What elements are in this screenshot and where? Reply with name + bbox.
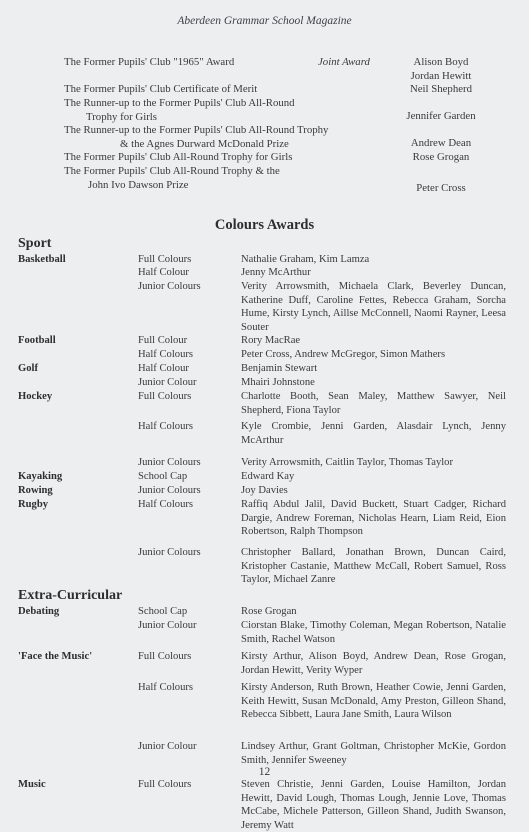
entry-names: Kirsty Anderson, Ruth Brown, Heather Cowie, Jenni Garden, Keith Hewitt, Susan McDonald, Amy Preston, Gilleon Shand, Rebecca Sibbett, Laura Jane Smith, Laura Wilson — [241, 682, 506, 721]
winner-name: Alison Boyd — [413, 56, 469, 68]
award-name — [64, 124, 354, 151]
award-row — [64, 97, 484, 124]
entry-colour-type: Full Colours — [138, 254, 192, 265]
entry-names: Mhairi Johnstone — [241, 377, 315, 388]
colours-awards-title: Colours Awards — [214, 217, 315, 233]
entry-names: Rose Grogan — [241, 606, 297, 617]
entry-names: Charlotte Booth, Sean Maley, Matthew Sawyer, Neil Shepherd, Fiona Taylor — [241, 391, 506, 416]
award-name-line: Trophy for Girls — [86, 110, 157, 123]
entry-names: Ciorstan Blake, Timothy Coleman, Megan Robertson, Natalie Smith, Rachel Watson — [241, 620, 506, 645]
winner-name: Peter Cross — [416, 182, 466, 194]
entry-colour-type: Full Colours — [138, 391, 192, 402]
award-name — [64, 165, 354, 192]
award-row — [64, 83, 484, 97]
award-name-line: The Former Pupils' Club All-Round Trophy for Girls — [64, 151, 293, 163]
award-name — [64, 56, 354, 70]
entry-category: Basketball — [18, 254, 66, 265]
winner-name: Jordan Hewitt — [410, 69, 472, 82]
entry-names: Benjamin Stewart — [241, 363, 318, 374]
entry-category: Kayaking — [18, 471, 63, 482]
entry-colour-type: School Cap — [138, 606, 188, 617]
entry-colour-type: Full Colour — [138, 335, 188, 346]
winner-name: Andrew Dean — [410, 137, 472, 149]
award-name-line: John Ivo Dawson Prize — [88, 178, 189, 191]
entry-colour-type: Half Colour — [138, 363, 189, 374]
entry-colour-type: Junior Colour — [138, 620, 197, 631]
award-row — [64, 165, 484, 195]
entry-names: Verity Arrowsmith, Caitlin Taylor, Thomas Taylor — [241, 457, 454, 468]
winner-name: Jennifer Garden — [406, 110, 476, 122]
entry-colour-type: Full Colours — [138, 779, 192, 790]
award-name — [64, 97, 354, 124]
entry-colour-type: Half Colour — [138, 267, 189, 278]
award-winners — [396, 182, 486, 196]
entry-colour-type: Half Colours — [138, 499, 194, 510]
entry-colour-type: Half Colours — [138, 349, 194, 360]
entry-names: Joy Davies — [241, 485, 288, 496]
award-row — [64, 124, 484, 151]
awards-list — [64, 56, 484, 195]
entry-colour-type: Full Colours — [138, 651, 192, 662]
entry-names: Rory MacRae — [241, 335, 301, 346]
award-winners — [396, 110, 486, 124]
winner-name: Neil Shepherd — [409, 83, 473, 95]
entry-names: Kirsty Arthur, Alison Boyd, Andrew Dean, Rose Grogan, Jordan Hewitt, Verity Wyper — [241, 651, 506, 676]
joint-award-note: Joint Award — [318, 56, 370, 68]
entry-colour-type: Half Colours — [138, 421, 194, 432]
award-name-line: The Former Pupils' Club Certificate of Merit — [64, 83, 258, 95]
award-name-line: The Former Pupils' Club "1965" Award — [64, 56, 235, 68]
entry-names: Raffiq Abdul Jalil, David Buckett, Stuart Cadger, Richard Dargie, Andrew Foreman, Nicholas Hearn, Liam Reid, Eion Robertson, Ralph Thompson — [241, 499, 506, 538]
award-winners — [396, 137, 486, 151]
award-row — [64, 151, 484, 165]
award-name-line: & the Agnes Durward McDonald Prize — [120, 137, 289, 150]
entry-category: Golf — [18, 363, 39, 374]
entry-names: Peter Cross, Andrew McGregor, Simon Mathers — [241, 349, 446, 360]
award-name — [64, 151, 354, 165]
entry-names: Nathalie Graham, Kim Lamza — [241, 254, 370, 265]
award-name-line: The Runner-up to the Former Pupils' Club All-Round — [64, 97, 295, 109]
page-number: 12 — [258, 766, 271, 778]
entry-category: Hockey — [18, 391, 53, 402]
entry-names: Steven Christie, Jenni Garden, Louise Hamilton, Jordan Hewitt, David Lough, Thomas Lough, Jennie Love, Thomas McCabe, Michele Patterson, Gilleon Shand, Judith Swanson, Jeremy Watt — [241, 779, 506, 831]
entry-category: Football — [18, 335, 56, 346]
entry-names: Kyle Crombie, Jenni Garden, Alasdair Lynch, Jenny McArthur — [241, 421, 506, 446]
page-header: Aberdeen Grammar School Magazine — [177, 15, 352, 27]
winner-name: Rose Grogan — [412, 151, 470, 163]
entry-colour-type: School Cap — [138, 471, 188, 482]
entry-category: Rugby — [18, 499, 49, 510]
entry-colour-type: Half Colours — [138, 682, 194, 693]
award-winners — [396, 83, 486, 97]
award-name-line: The Former Pupils' Club All-Round Trophy & the — [64, 165, 280, 177]
entry-colour-type: Junior Colours — [138, 281, 201, 292]
sport-section-title: Sport — [18, 236, 52, 251]
entry-category: 'Face the Music' — [18, 651, 93, 662]
entry-names: Verity Arrowsmith, Michaela Clark, Beverley Duncan, Katherine Duff, Caroline Fettes, Rebecca Graham, Sorcha Hume, Kirsty Lynch, Aillse McConnell, Naomi Rayner, Leesa Souter — [241, 281, 506, 333]
award-winners — [396, 56, 486, 83]
entry-category: Debating — [18, 606, 60, 617]
entry-colour-type: Junior Colours — [138, 457, 201, 468]
entry-colour-type: Junior Colour — [138, 741, 197, 752]
award-winners — [396, 151, 486, 165]
entry-category: Music — [18, 779, 46, 790]
entry-names: Lindsey Arthur, Grant Goltman, Christopher McKie, Gordon Smith, Jennifer Sweeney — [241, 741, 506, 766]
entry-names: Jenny McArthur — [241, 267, 311, 278]
entry-names: Christopher Ballard, Jonathan Brown, Duncan Caird, Kristopher Castanie, Matthew McCall, Robert Samuel, Ross Taylor, Michael Zanre — [241, 547, 506, 586]
entry-colour-type: Junior Colours — [138, 485, 201, 496]
award-name-line: The Runner-up to the Former Pupils' Club All-Round Trophy — [64, 124, 329, 136]
extra-curricular-section-title: Extra-Curricular — [18, 588, 123, 603]
entry-colour-type: Junior Colour — [138, 377, 197, 388]
entry-colour-type: Junior Colours — [138, 547, 201, 558]
award-row — [64, 56, 484, 83]
entry-names: Edward Kay — [241, 471, 295, 482]
award-name — [64, 83, 354, 97]
entry-category: Rowing — [18, 485, 53, 496]
